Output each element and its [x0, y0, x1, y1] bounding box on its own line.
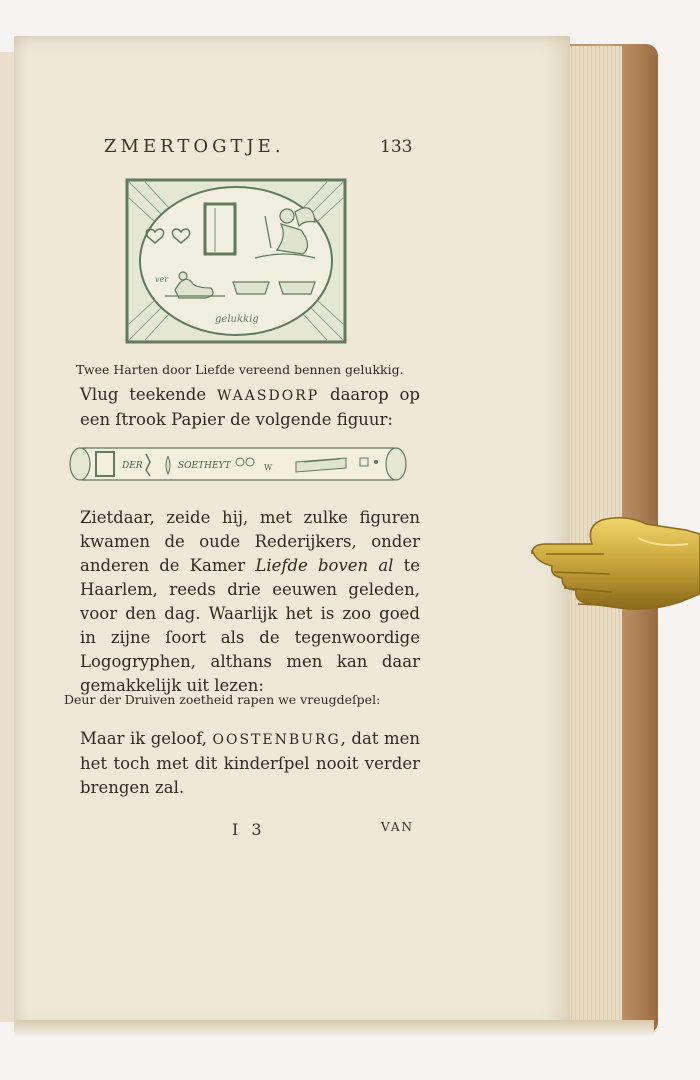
- basket-icon: [279, 282, 315, 294]
- svg-text:DER: DER: [122, 461, 143, 471]
- paragraph-1: Vlug teekende WAASDORP daarop op een ſtrook Papier de volgende figuur:: [80, 385, 420, 429]
- brass-hand-clip: [528, 508, 700, 628]
- signature-mark: I 3: [232, 820, 266, 839]
- basket-icon: [233, 282, 269, 294]
- paragraph-3: Maar ik geloof, OOSTENBURG, dat men het toch met dit kinderſpel nooit verder brengen zal.: [80, 729, 420, 797]
- svg-text:SOETHEYT: SOETHEYT: [178, 461, 231, 471]
- catchword: VAN: [381, 820, 415, 834]
- svg-text:ver: ver: [155, 275, 169, 284]
- running-head: ZMERTOGTJE.: [104, 136, 285, 157]
- emblem-engraving: [125, 178, 347, 344]
- page-number: 133: [380, 137, 413, 157]
- rebus-reading: Deur der Druiven zoetheid rapen we vreugdeſpel:: [64, 692, 381, 707]
- paragraph-2: Zietdaar, zeide hij, met zulke figuren kwamen de oude Rederijkers, onder anderen de Kamer Liefde boven al te Haarlem, reeds drie eeuwen geleden, voor den dag. Waarlijk het is zoo goed in zijne ſoort als de tegenwoordige Logogryphen, althans men kan daar gemakkelijk uit lezen:: [80, 508, 421, 695]
- svg-text:W: W: [264, 463, 273, 472]
- scroll-rebus-figure: [64, 440, 412, 488]
- svg-text:gelukkig: gelukkig: [215, 314, 259, 325]
- engraving-caption: Twee Harten door Liefde vereend bennen gelukkig.: [76, 362, 404, 377]
